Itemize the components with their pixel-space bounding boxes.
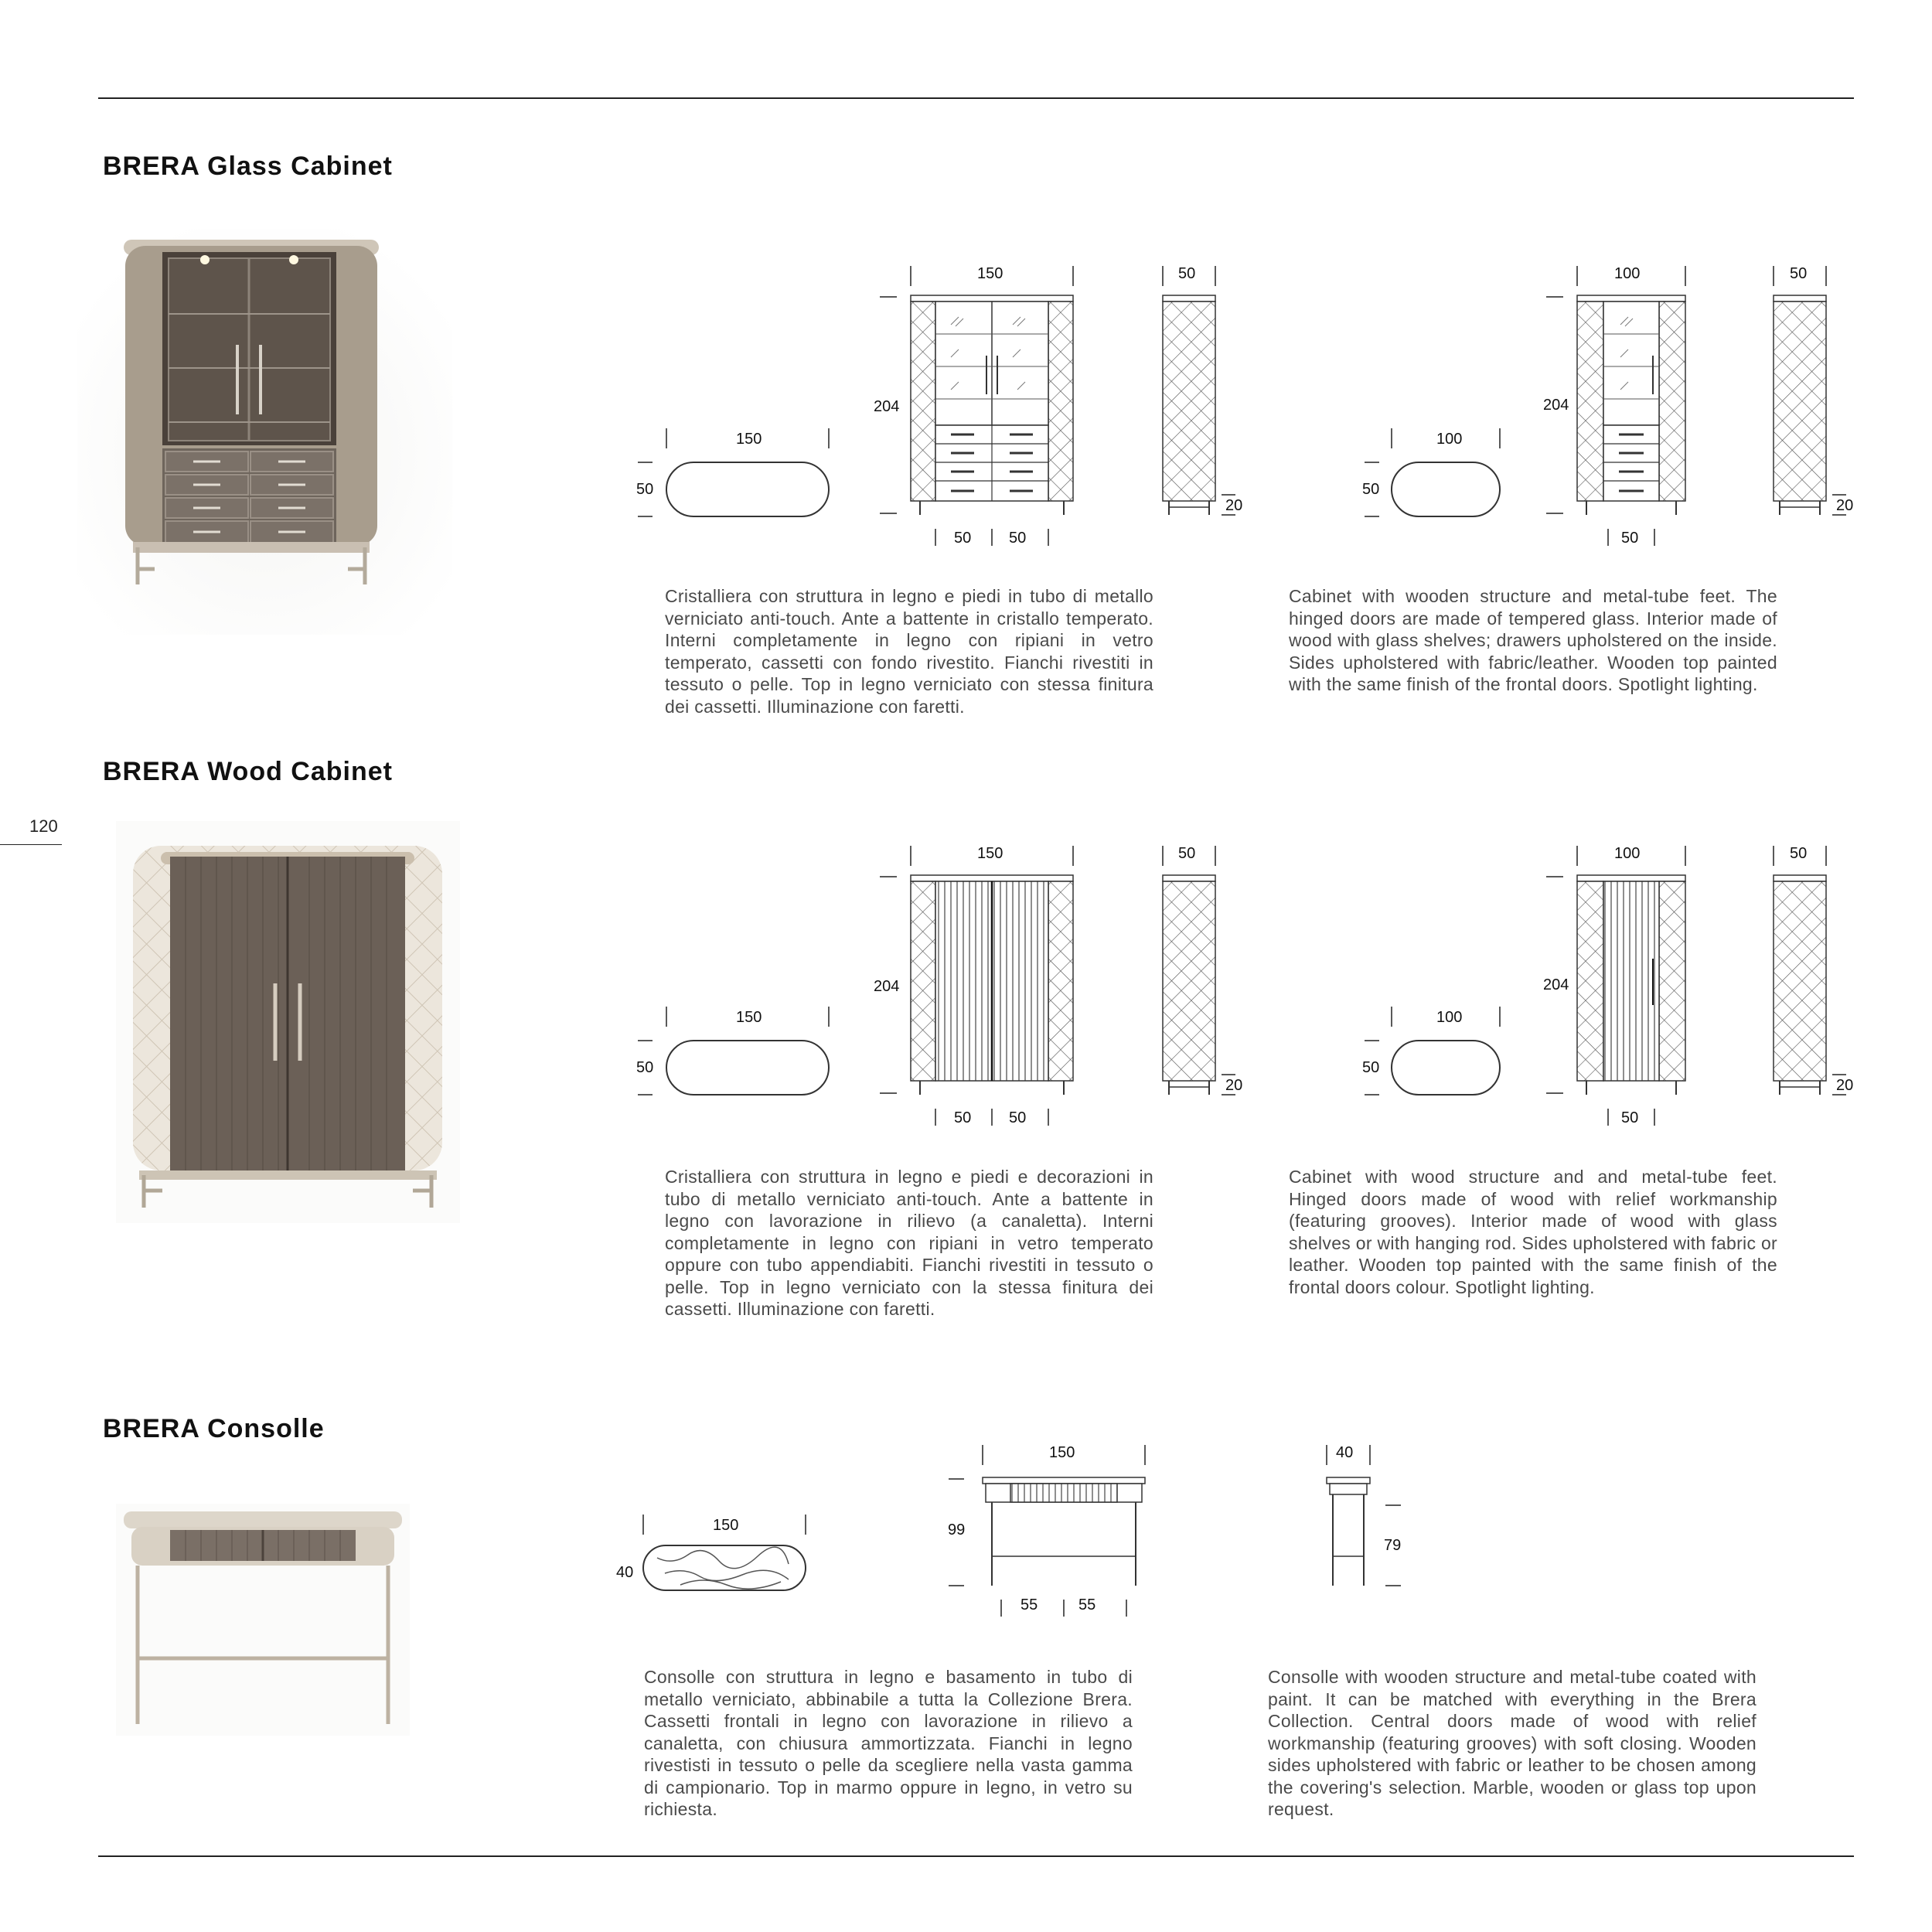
- dim-consolle-front-height: 99: [948, 1521, 966, 1538]
- glass-cabinet-side-50: [1152, 263, 1237, 526]
- glass-cabinet-front-100: [1546, 263, 1709, 549]
- glass-cabinet-desc-it: Cristalliera con struttura in legno e piedi in tubo di metallo verniciato anti-touch. Ante a battente in cristallo temperato. Interni completamente in legno con ripiani in vetro temperato, cassetti con fondo rivestito. Fianchi rivestiti in tessuto o pelle. Top in legno verniciato con stessa finitura dei cassetti. Illuminazione con faretti.: [665, 586, 1153, 717]
- top-rule: [98, 97, 1854, 99]
- glass-cabinet-side-50-b: [1763, 263, 1848, 526]
- dim-front-sub-a: 50: [954, 530, 972, 547]
- dim-consolle-plan-depth: 40: [616, 1564, 634, 1581]
- dim-consolle-plan-width: 150: [713, 1517, 739, 1534]
- dim-consolle-side-height: 79: [1384, 1537, 1402, 1554]
- dim-front-height: 204: [874, 398, 900, 415]
- dim-side-depth: 50: [1178, 845, 1196, 862]
- dim-front-width-2: 100: [1614, 265, 1641, 282]
- dim-side-depth-2: 50: [1790, 265, 1808, 282]
- dim-plan-width-2: 100: [1436, 431, 1463, 448]
- section-title-glass-cabinet: BRERA Glass Cabinet: [103, 152, 393, 181]
- wood-cabinet-side-50-b: [1763, 843, 1848, 1106]
- section-title-wood-cabinet: BRERA Wood Cabinet: [103, 757, 393, 786]
- dim-front-sub-2: 50: [1621, 1109, 1639, 1126]
- dim-side-leg-2: 20: [1836, 497, 1854, 514]
- consolle-photo: [116, 1504, 410, 1736]
- section-title-consolle: BRERA Consolle: [103, 1414, 325, 1443]
- dim-front-width-2: 100: [1614, 845, 1641, 862]
- dim-front-height: 204: [874, 978, 900, 995]
- consolle-desc-en: Consolle with wooden structure and metal-tube coated with paint. It can be matched with everything in the Brera Collection. Central doors made of wood with relief workmanship (featuring grooves) with soft closing. Wooden sides upholstered with fabric or leather to be chosen among the covering's selection. Marble, wooden or glass top upon request.: [1268, 1667, 1757, 1819]
- dim-consolle-sub-b: 55: [1078, 1596, 1096, 1613]
- wood-cabinet-front-100: [1546, 843, 1709, 1129]
- dim-consolle-side-depth: 40: [1336, 1444, 1354, 1461]
- dim-side-leg: 20: [1225, 497, 1243, 514]
- dim-front-sub-2: 50: [1621, 530, 1639, 547]
- page-number: 120: [29, 816, 58, 836]
- consolle-desc-it: Consolle con struttura in legno e basamento in tubo di metallo verniciato, abbinabile a tutta la Collezione Brera. Cassetti frontali in legno con lavorazione in rilievo a canaletta, con chiusura ammortizzata. Fianchi in legno rivestisti in tessuto o pelle da scegliere nella vasta gamma di campionario. Top in marmo oppure in legno, in vetro su richiesta.: [644, 1667, 1133, 1819]
- dim-plan-width-2: 100: [1436, 1009, 1463, 1026]
- glass-cabinet-desc-en: Cabinet with wooden structure and metal-tube feet. The hinged doors are made of tempered glass. Interior made of wood with glass shelves; drawers upholstered on the inside. Sides upholstered with fabric/leather. Wooden top painted with the same finish of the frontal doors. Spotlight lighting.: [1289, 586, 1777, 694]
- dim-front-height-2: 204: [1543, 976, 1569, 993]
- dim-plan-width: 150: [736, 1009, 762, 1026]
- wood-cabinet-photo: [116, 821, 460, 1223]
- wood-cabinet-desc-en: Cabinet with wood structure and and metal-tube feet. Hinged doors made of wood with relief workmanship (featuring grooves). Interior made of wood with glass shelves or with hanging rod. Sides upholstered with fabric or leather. Wooden top painted with the same finish of the frontal doors colour. Spotlight lighting.: [1289, 1167, 1777, 1297]
- wood-cabinet-desc-it: Cristalliera con struttura in legno e piedi e decorazioni in tubo di metallo verniciato anti-touch. Ante a battente in legno con lavorazione in rilievo (a canaletta). Interni completamente in legno con ripiani in vetro temperato oppure con tubo appendiabiti. Fianchi rivestiti in tessuto o pelle. Top in legno verniciato con la stessa finitura dei cassetti. Illuminazione con faretti.: [665, 1167, 1153, 1319]
- dim-front-height-2: 204: [1543, 397, 1569, 414]
- dim-consolle-sub-a: 55: [1021, 1596, 1038, 1613]
- glass-cabinet-front-150: [874, 263, 1098, 549]
- wood-cabinet-front-150: [874, 843, 1098, 1129]
- dim-plan-depth-2: 50: [1362, 1059, 1380, 1076]
- dim-plan-depth: 50: [636, 1059, 654, 1076]
- dim-side-depth-2: 50: [1790, 845, 1808, 862]
- consolle-side-40: [1314, 1442, 1407, 1596]
- page-number-rule: [0, 844, 62, 845]
- dim-consolle-front-width: 150: [1049, 1444, 1075, 1461]
- dim-side-leg-2: 20: [1836, 1077, 1854, 1094]
- dim-front-sub-b: 50: [1009, 530, 1027, 547]
- dim-front-width: 150: [977, 265, 1003, 282]
- dim-front-sub-a: 50: [954, 1109, 972, 1126]
- dim-front-width: 150: [977, 845, 1003, 862]
- dim-plan-width: 150: [736, 431, 762, 448]
- bottom-rule: [98, 1855, 1854, 1857]
- consolle-front-150: [947, 1442, 1171, 1620]
- glass-cabinet-photo: [77, 229, 452, 635]
- dim-front-sub-b: 50: [1009, 1109, 1027, 1126]
- dim-side-depth: 50: [1178, 265, 1196, 282]
- dim-plan-depth-2: 50: [1362, 481, 1380, 498]
- wood-cabinet-side-50: [1152, 843, 1237, 1106]
- dim-side-leg: 20: [1225, 1077, 1243, 1094]
- dim-plan-depth: 50: [636, 481, 654, 498]
